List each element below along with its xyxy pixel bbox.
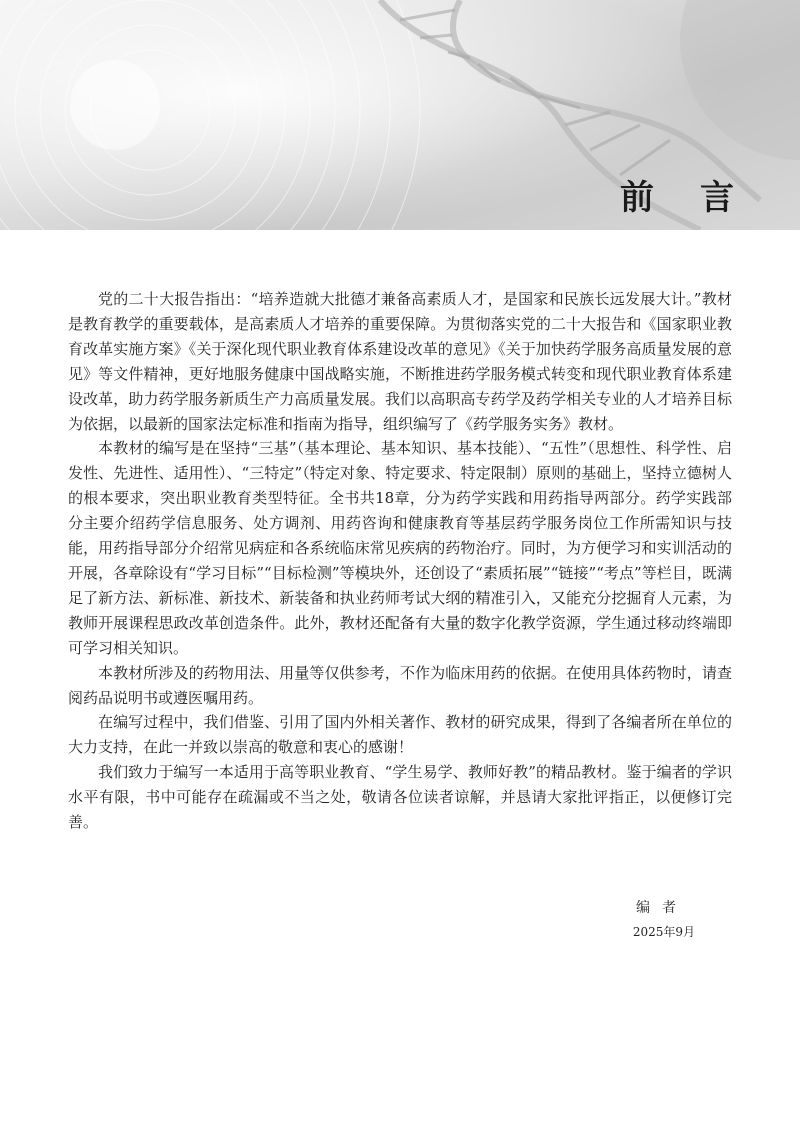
author-signature: 编者 <box>636 900 688 916</box>
paragraph: 本教材所涉及的药物用法、用量等仅供参考，不作为临床用药的依据。在使用具体药物时，请查阅药品说明书或遵医嘱用药。 <box>68 663 732 707</box>
preface-date: 2025年9月 <box>632 925 695 939</box>
preface-body <box>68 287 732 835</box>
header-banner <box>0 0 800 230</box>
paragraph: 在编写过程中，我们借鉴、引用了国内外相关著作、教材的研究成果，得到了各编者所在单位的大力支持，在此一并致以崇高的敬意和衷心的感谢！ <box>68 713 732 757</box>
paragraph: 本教材的编写是在坚持“三基”（基本理论、基本知识、基本技能）、“五性”（思想性、科学性、启发性、先进性、适用性）、“三特定”（特定对象、特定要求、特定限制）原则的基础上，坚持立德树人的根本要求，突出职业教育类型特征。全书共18章，分为药学实践和用药指导两部分。药学实践部分主要介绍药学信息服务、处方调剂、用药咨询和健康教育等基层药学服务岗位工作所需知识与技能，用药指导部分介绍常见病症和各系统临床常见疾病的药物治疗。同时，为方便学习和实训活动的开展，各章除设有“学习目标”“目标检测”等模块外，还创设了“素质拓展”“链接”“考点”等栏目，既满足了新方法、新标准、新技术、新装备和执业药师考试大纲的精准引入，又能充分挖掘育人元素，为教师开展课程思政改革创造条件。此外，教材还配备有大量的数字化教学资源，学生通过移动终端即可学习相关知识。 <box>68 439 732 657</box>
paragraph: 我们致力于编写一本适用于高等职业教育、“学生易学、教师好教”的精品教材。鉴于编者的学识水平有限，书中可能存在疏漏或不当之处，敬请各位读者谅解，并恳请大家批评指正，以便修订完善。 <box>68 763 732 832</box>
paragraph: 党的二十大报告指出：“培养造就大批德才兼备高素质人才，是国家和民族长远发展大计。”教材是教育教学的重要载体，是高素质人才培养的重要保障。为贯彻落实党的二十大报告和《国家职业教育改革实施方案》《关于深化现代职业教育体系建设改革的意见》《关于加快药学服务高质量发展的意见》等文件精神，更好地服务健康中国战略实施，不断推进药学服务模式转变和现代职业教育体系建设改革，助力药学服务新质生产力高质量发展。我们以高职高专药学及药学相关专业的人才培养目标为依据，以最新的国家法定标准和指南为指导，组织编写了《药学服务实务》教材。 <box>68 290 732 433</box>
page-title: 前言 <box>620 178 780 218</box>
